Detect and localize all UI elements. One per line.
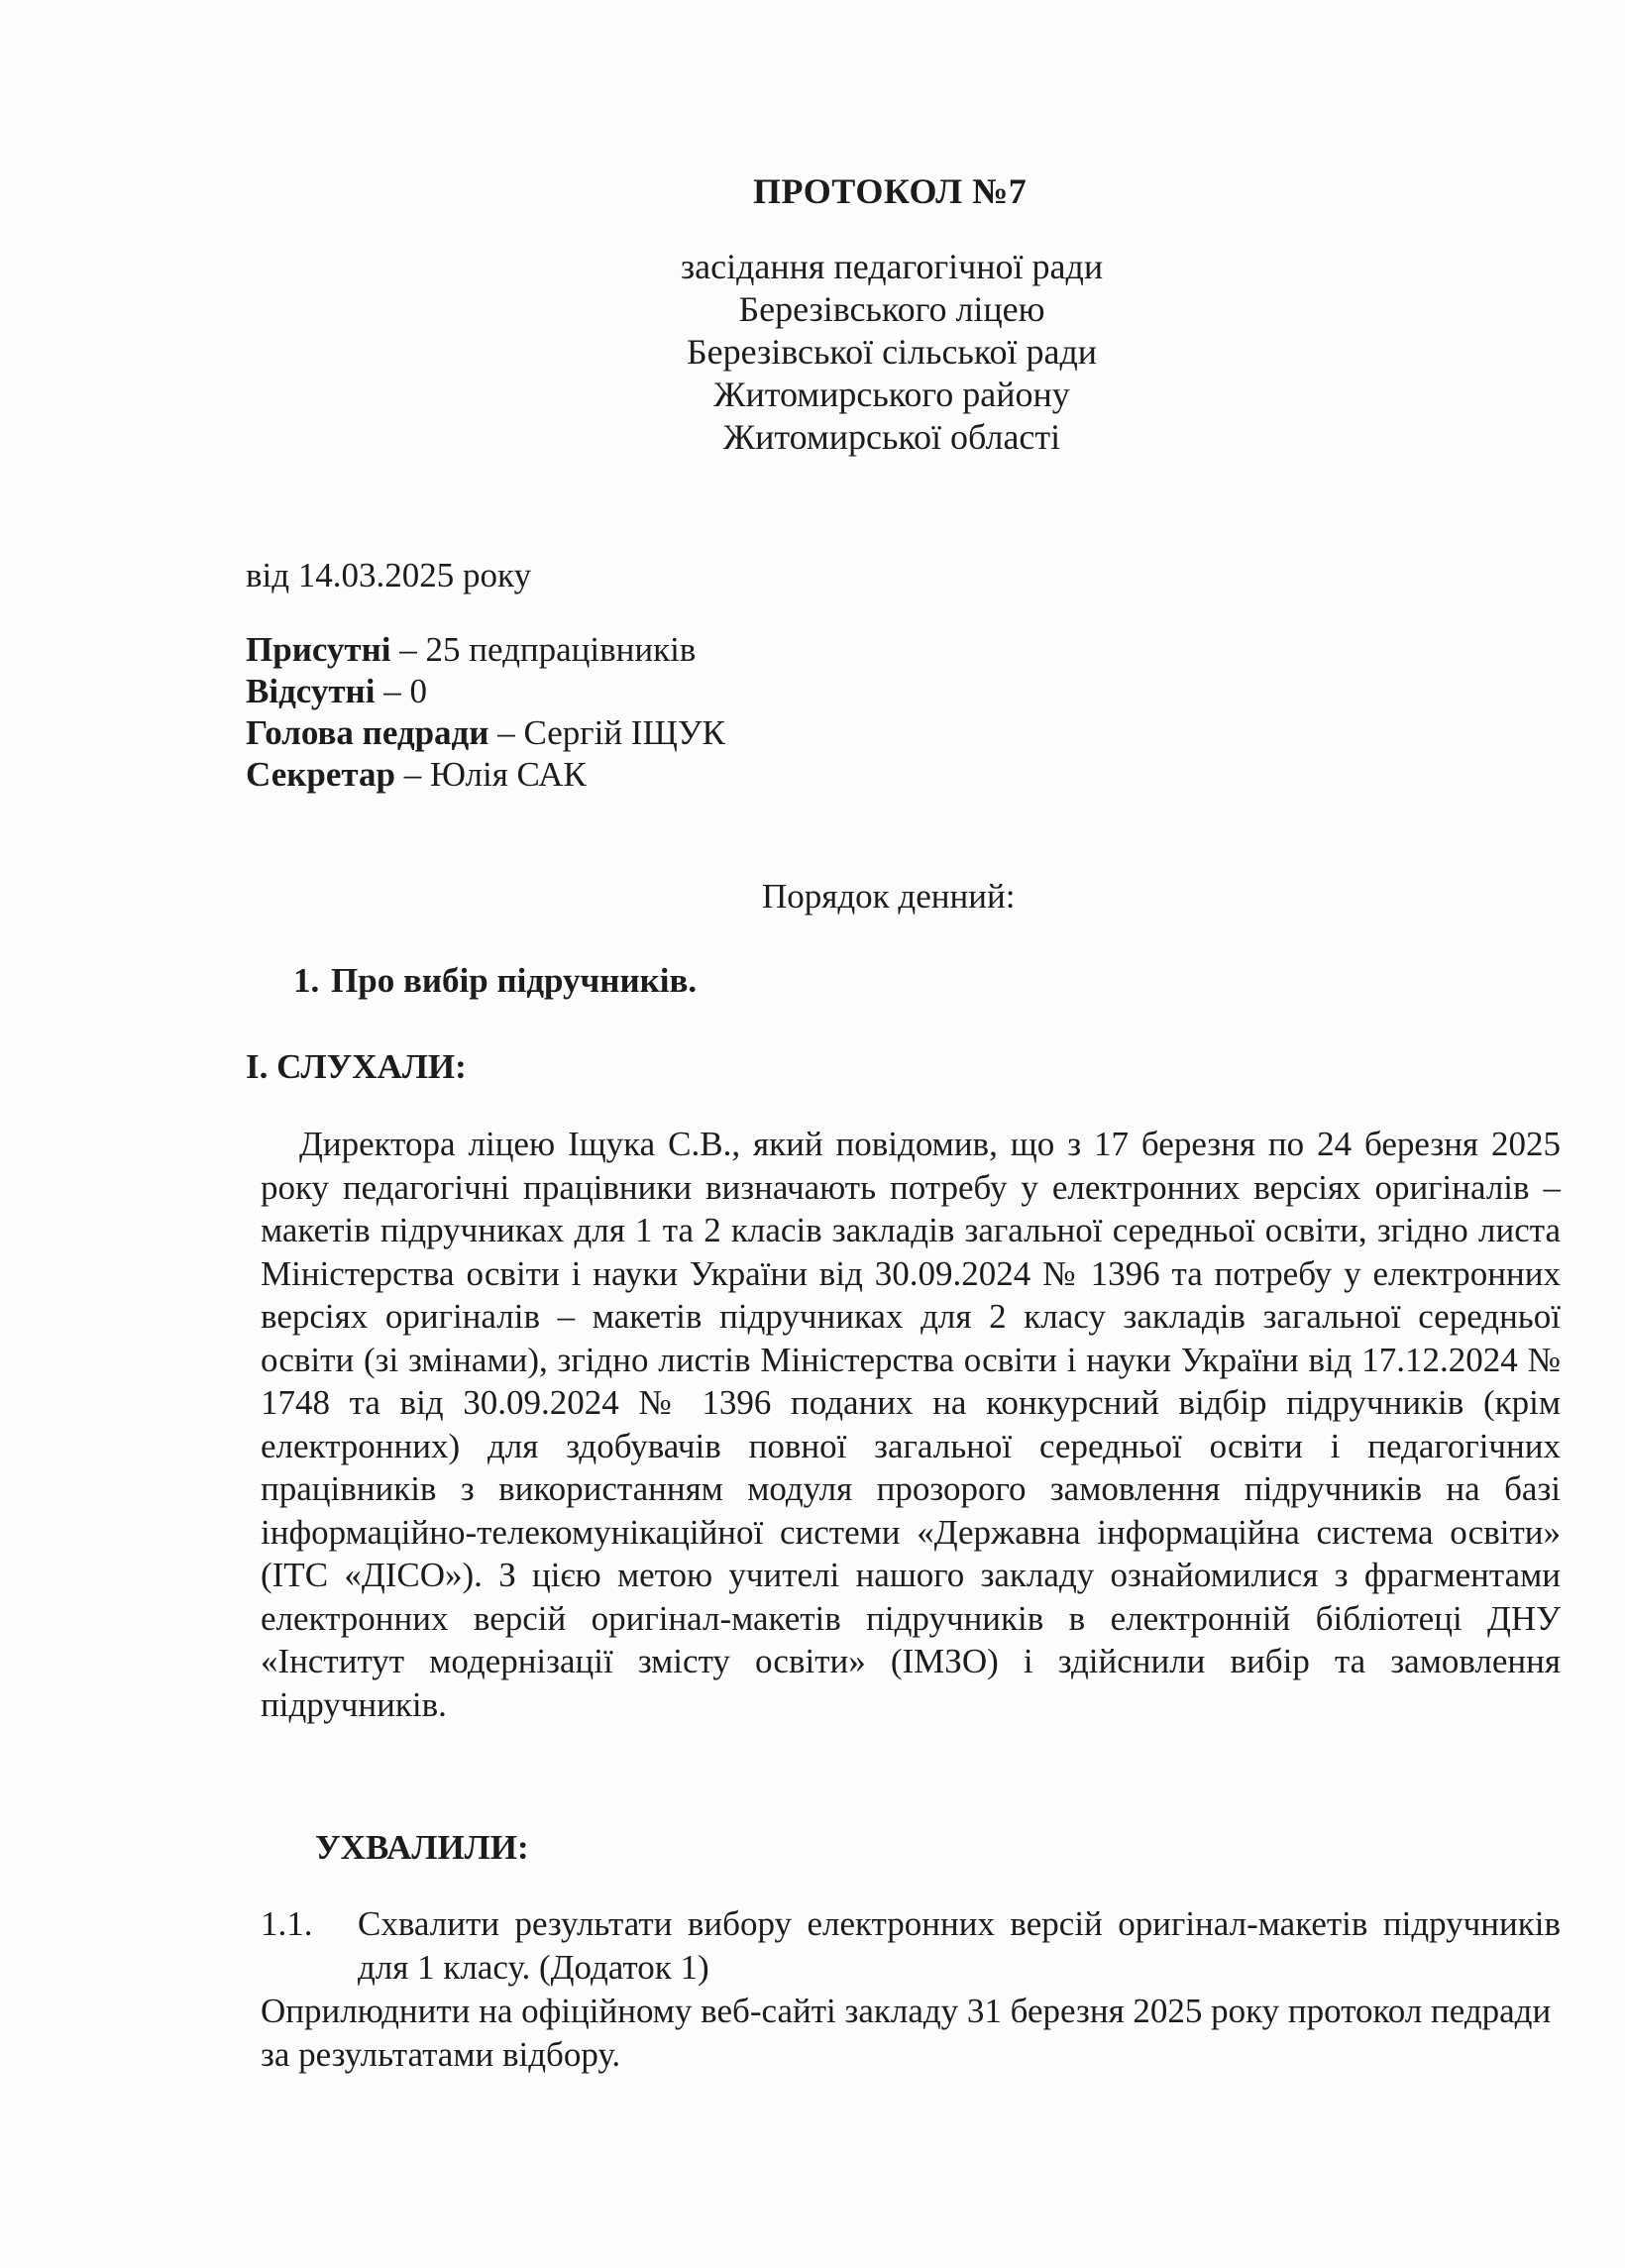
present-line — [246, 629, 725, 671]
subtitle-line: Березівської сільської ради — [686, 332, 1098, 372]
chair-label: Голова педради — [246, 713, 489, 752]
chair-value: – Сергій ІЩУК — [488, 713, 725, 752]
attendance-block — [246, 629, 725, 796]
decision-text: Схвалити результати вибору електронних версій оригінал-макетів підручників для 1 класу. (Додаток 1) — [358, 1904, 1561, 1987]
subtitle-line: засідання педагогічної ради — [680, 247, 1104, 286]
heard-heading: І. СЛУХАЛИ: — [246, 1047, 467, 1086]
agenda-item-number: 1. — [293, 961, 320, 1000]
resolved-heading: УХВАЛИЛИ: — [315, 1828, 529, 1867]
present-value: – 25 педпрацівників — [390, 630, 697, 669]
agenda-item — [293, 961, 697, 1001]
chair-line — [246, 712, 725, 754]
decision-number: 1.1. — [261, 1904, 313, 1943]
publish-instruction: Оприлюднити на офіційному веб-сайті закладу 31 березня 2025 року протокол педради за результатами відбору. — [261, 1992, 1552, 2074]
meeting-subtitle — [555, 246, 1229, 459]
present-label: Присутні — [246, 630, 391, 669]
subtitle-line: Житомирського району — [713, 375, 1070, 414]
subtitle-line: Березівського ліцею — [738, 289, 1045, 329]
agenda-title: Порядок денний: — [762, 877, 1016, 916]
secretary-line — [246, 754, 725, 796]
subtitle-line: Житомирської області — [722, 417, 1061, 457]
absent-value: – 0 — [375, 672, 427, 710]
secretary-value: – Юлія САК — [395, 755, 587, 794]
absent-label: Відсутні — [246, 672, 376, 710]
absent-line — [246, 671, 725, 712]
agenda-item-text: Про вибір підручників. — [331, 961, 698, 1000]
heard-paragraph: Директора ліцею Іщука С.В., який повідомив, що з 17 березня по 24 березня 2025 року педагогічні працівники визначають потребу у електронних версіях оригіналів – макетів підручниках для 1 та 2 класів закладів загальної середньої освіти, згідно листа Міністерства освіти і науки України від 30.09.2024 № 1396 та потребу у електронних версіях оригіналів – макетів підручниках для 2 класу закладів загальної середньої освіти (зі змінами), згідно листів Міністерства освіти і науки України від 17.12.2024 № 1748 та від 30.09.2024 № 1396 поданих на конкурсний відбір підручників (крім електронних) для здобувачів повної загальної середньої освіти і педагогічних працівників з використанням модуля прозорого замовлення підручників на базі інформаційно-телекомунікаційної системи «Державна інформаційна система освіти» (ІТС «ДІСО»). З цією метою учителі нашого закладу ознайомилися з фрагментами електронних версій оригінал-макетів підручників в електронній бібліотеці ДНУ «Інститут модернізації змісту освіти» (ІМЗО) і здійснили вибір та замовлення підручників. — [261, 1125, 1561, 1724]
secretary-label: Секретар — [246, 755, 395, 794]
decision-item — [261, 1902, 1561, 1990]
meeting-date: від 14.03.2025 року — [246, 556, 532, 594]
protocol-title: ПРОТОКОЛ №7 — [753, 171, 1028, 211]
